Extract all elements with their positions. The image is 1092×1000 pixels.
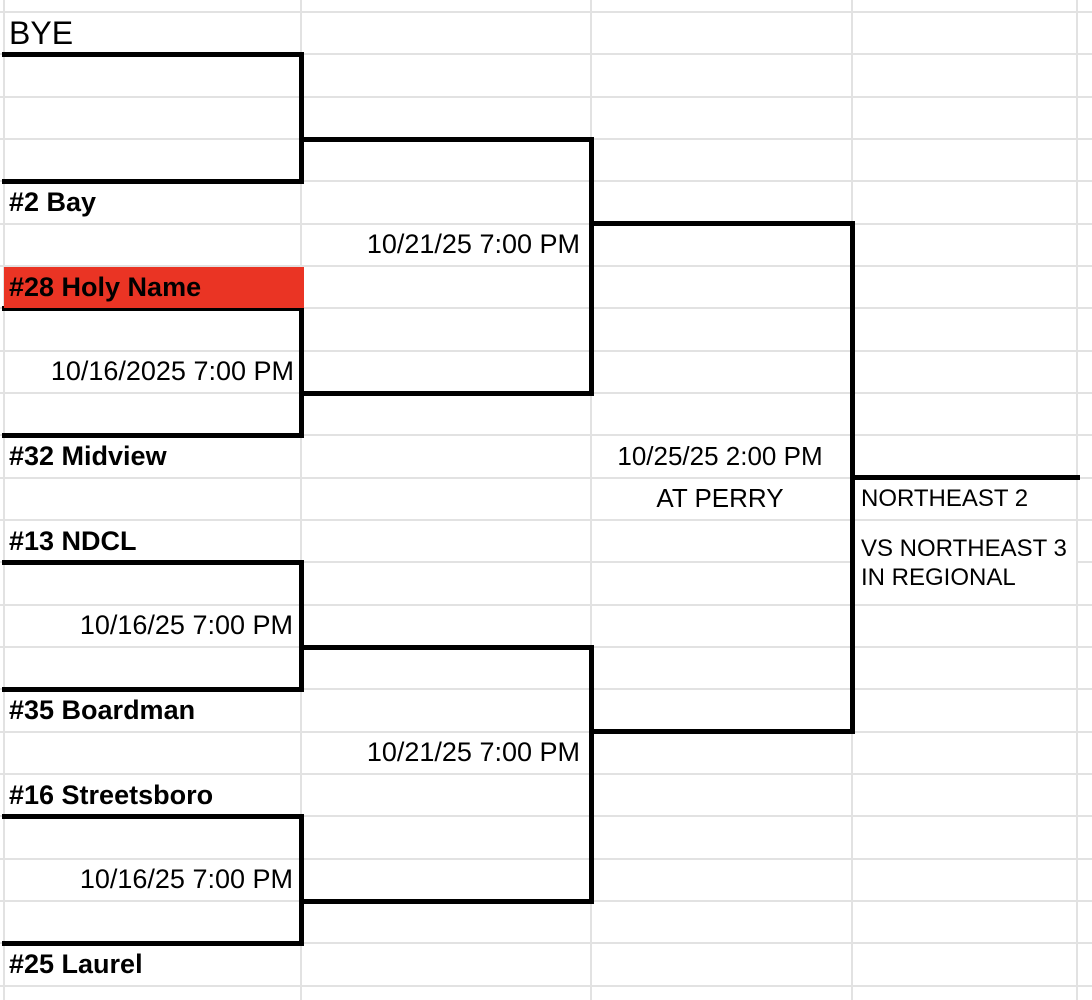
bracket-line (299, 137, 594, 142)
cell-date-game-3[interactable]: 10/16/25 7:00 PM (79, 610, 293, 640)
cell-team-25-laurel[interactable]: #25 Laurel (9, 949, 143, 979)
bracket-connector-line (589, 137, 594, 396)
h-gridline (0, 96, 1092, 98)
cell-team-16-streetsboro[interactable]: #16 Streetsboro (9, 780, 214, 810)
bracket-line (299, 645, 594, 650)
cell-advancement-title[interactable]: NORTHEAST 2 (861, 485, 1029, 512)
bracket-connector-line (589, 645, 594, 904)
cell-date-semifinal-bottom[interactable]: 10/21/25 7:00 PM (366, 737, 580, 767)
cell-date-final[interactable]: 10/25/25 2:00 PM (617, 441, 823, 471)
cell-advancement-note[interactable]: VS NORTHEAST 3 IN REGIONAL (861, 535, 1067, 591)
bracket-connector-line (299, 560, 304, 692)
v-gridline (3, 0, 5, 1000)
cell-location-final[interactable]: AT PERRY (656, 483, 784, 513)
cell-team-13-ndcl[interactable]: #13 NDCL (9, 526, 137, 556)
bracket-line (299, 899, 594, 904)
cell-team-32-midview[interactable]: #32 Midview (9, 441, 167, 471)
cell-date-semifinal-top[interactable]: 10/21/25 7:00 PM (366, 229, 580, 259)
cell-team-28-holy-name[interactable]: #28 Holy Name (9, 272, 202, 302)
bracket-line (589, 729, 855, 734)
cell-team-bye[interactable]: BYE (9, 15, 74, 51)
cell-team-2-bay[interactable]: #2 Bay (9, 187, 97, 217)
cell-date-game-4[interactable]: 10/16/25 7:00 PM (79, 864, 293, 894)
bracket-connector-line (299, 306, 304, 438)
cell-date-game-2[interactable]: 10/16/2025 7:00 PM (50, 356, 294, 386)
bracket-line (299, 391, 594, 396)
cell-team-35-boardman[interactable]: #35 Boardman (9, 695, 196, 725)
bracket-connector-line (299, 52, 304, 184)
bracket-line (589, 221, 855, 226)
bracket-connector-line (850, 221, 855, 734)
bracket-connector-line (299, 814, 304, 946)
